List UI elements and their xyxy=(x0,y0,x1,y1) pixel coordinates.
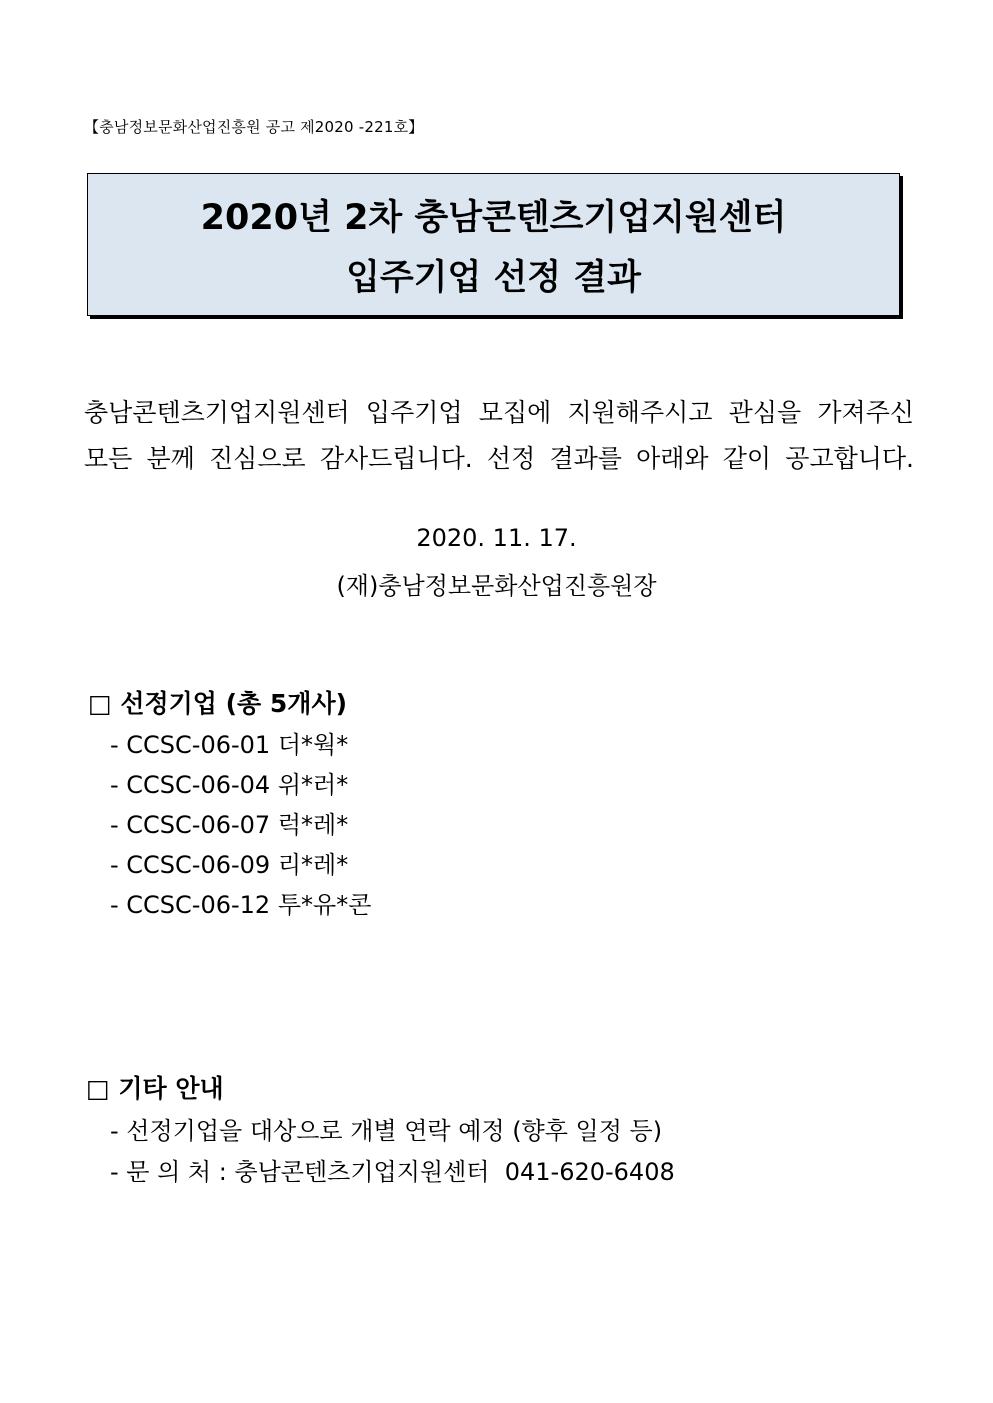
selected-company-item: - CCSC-06-07 럭*레* xyxy=(110,811,349,839)
other-info-heading: □ 기타 안내 xyxy=(86,1074,224,1103)
notice-date: 2020. 11. 17. xyxy=(416,524,577,552)
selected-company-item: - CCSC-06-12 투*유*콘 xyxy=(110,891,372,919)
title-line-1: 2020년 2차 충남콘텐츠기업지원센터 xyxy=(200,198,787,238)
selected-company-item: - CCSC-06-04 위*러* xyxy=(110,771,349,799)
selected-companies-heading: □ 선정기업 (총 5개사) xyxy=(88,689,348,718)
title-line-2: 입주기업 선정 결과 xyxy=(346,258,641,298)
other-info-item: - 선정기업을 대상으로 개별 연락 예정 (향후 일정 등) xyxy=(110,1117,663,1145)
selected-company-item: - CCSC-06-09 리*레* xyxy=(110,851,349,879)
intro-line-2: 모든 분께 진심으로 감사드립니다. 선정 결과를 아래와 같이 공고합니다. xyxy=(84,444,914,473)
intro-line-1: 충남콘텐츠기업지원센터 입주기업 모집에 지원해주시고 관심을 가져주신 xyxy=(84,398,914,427)
contact-info-item: - 문 의 처 : 충남콘텐츠기업지원센터 041-620-6408 xyxy=(110,1158,675,1186)
notice-number: 【충남정보문화산업진흥원 공고 제2020 -221호】 xyxy=(84,118,424,136)
selected-company-item: - CCSC-06-01 더*웍* xyxy=(110,731,349,759)
issuer-name: (재)충남정보문화산업진흥원장 xyxy=(336,572,657,600)
title-box xyxy=(87,173,900,316)
